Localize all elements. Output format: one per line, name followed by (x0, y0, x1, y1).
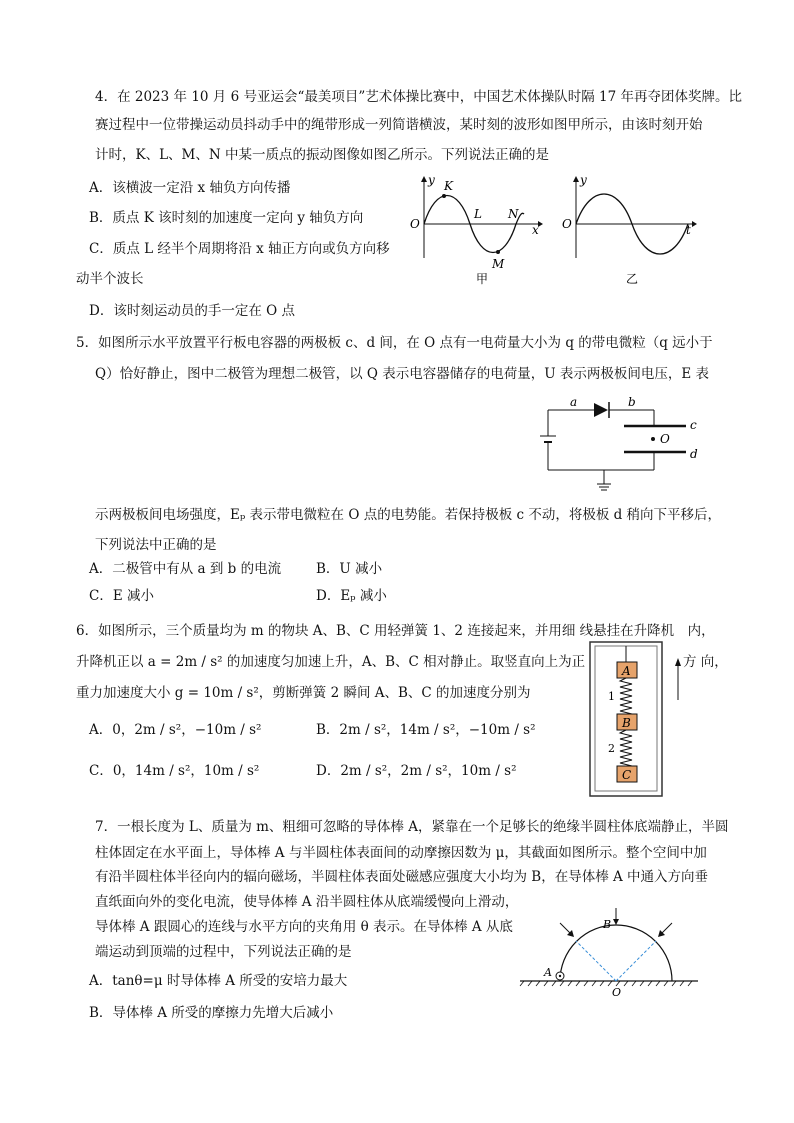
fig5-c-label: c (690, 418, 697, 432)
q5-line3: 示两极板间电场强度，Eₚ 表示带电微粒在 O 点的电势能。若保持极板 c 不动，将极板 d 稍向下平移后， (95, 507, 722, 523)
fig-b-t-label: t (686, 223, 691, 237)
fig-a-x-label: x (532, 223, 539, 237)
q7-option-a: A．tanθ=μ 时导体棒 A 所受的安培力最大 (89, 973, 348, 989)
q7-line5: 导体棒 A 跟圆心的连线与水平方向的夹角用 θ 表示。在导体棒 A 从底 (95, 919, 513, 935)
q6-option-d: D．2m / s²，2m / s²，10m / s² (316, 763, 517, 779)
fig7-a-label: A (544, 966, 552, 979)
q5-line1: 5．如图所示水平放置平行板电容器的两极板 c、d 间，在 O 点有一电荷量大小为 q 的带电微粒（q 远小于 (76, 335, 713, 351)
q7-line4: 直纸面向外的变化电流，使导体棒 A 沿半圆柱体从底端缓慢向上滑动， (95, 894, 519, 910)
fig7-b-label: B (603, 918, 612, 931)
fig5-o-label: O (660, 432, 670, 446)
fig7-o-label: O (612, 986, 622, 999)
q4-line3: 计时，K、L、M、N 中某一质点的振动图像如图乙所示。下列说法正确的是 (95, 147, 549, 163)
fig5-d-label: d (690, 447, 698, 461)
q6-elevator-figure (588, 640, 688, 800)
q4-option-c-cont: 动半个波长 (76, 271, 144, 287)
q5-circuit-figure (536, 396, 716, 498)
q7-option-b: B．导体棒 A 所受的摩擦力先增大后减小 (89, 1005, 334, 1021)
fig6-block-b: B (622, 716, 631, 730)
fig6-spring-1: 1 (608, 690, 615, 703)
q4-line2: 赛过程中一位带操运动员抖动手中的绳带形成一列简谐横波，某时刻的波形如图甲所示，由该时刻开始 (95, 117, 703, 133)
fig-b-caption: 乙 (626, 272, 639, 286)
fig-b-origin-label: O (562, 217, 572, 231)
q5-option-d: D．Eₚ 减小 (316, 588, 387, 604)
fig-a-m-label: M (492, 257, 505, 271)
q7-line1: 7．一根长度为 L、质量为 m、粗细可忽略的导体棒 A，紧靠在一个足够长的绝缘半圆柱体底端静止，半圆 (95, 819, 729, 835)
fig-a-n-label: N (508, 207, 519, 221)
q6-line3: 重力加速度大小 g = 10m / s²，剪断弹簧 2 瞬间 A、B、C 的加速度分别为 (76, 685, 531, 701)
q7-line3: 有沿半圆柱体半径向内的辐向磁场，半圆柱体表面处磁感应强度大小均为 B，在导体棒 A 中通入方向垂 (95, 869, 709, 885)
fig-b-y-label: y (580, 173, 587, 187)
q5-option-a: A．二极管中有从 a 到 b 的电流 (89, 561, 282, 577)
q7-line2: 柱体固定在水平面上，导体棒 A 与半圆柱体表面间的动摩擦因数为 μ，其截面如图所示。整个空间中加 (95, 845, 707, 861)
q5-line4: 下列说法中正确的是 (95, 537, 217, 553)
fig-a-origin-label: O (410, 217, 420, 231)
q6-option-c: C．0，14m / s²，10m / s² (89, 763, 260, 779)
q4-vibration-figure-b (560, 172, 700, 292)
q6-line1: 6．如图所示，三个质量均为 m 的物块 A、B、C 用轻弹簧 1、2 连接起来，并用细 线悬挂在升降机 内， (76, 623, 715, 639)
fig5-a-label: a (570, 396, 578, 409)
q6-line2: 升降机正以 a = 2m / s² 的加速度匀加速上升，A、B、C 相对静止。取竖直向上为正 (76, 654, 586, 670)
q4-option-b: B．质点 K 该时刻的加速度一定向 y 轴负方向 (89, 210, 364, 226)
fig-a-caption: 甲 (476, 272, 489, 286)
fig-a-l-label: L (474, 207, 482, 221)
q4-option-a: A．该横波一定沿 x 轴负方向传播 (89, 180, 291, 196)
q7-line6: 端运动到顶端的过程中，下列说法正确的是 (95, 944, 352, 960)
q5-option-c: C．E 减小 (89, 588, 154, 604)
q4-line1: 4．在 2023 年 10 月 6 号亚运会“最美项目”艺术体操比赛中，中国艺术体操队时隔 17 年再夺团体奖牌。比 (95, 89, 743, 105)
q6-option-a: A．0，2m / s²，−10m / s² (89, 722, 262, 738)
q6-option-b: B．2m / s²，14m / s²，−10m / s² (316, 722, 536, 738)
fig6-block-c: C (622, 768, 632, 782)
fig6-block-a: A (622, 664, 631, 678)
q4-option-c: C．质点 L 经半个周期将沿 x 轴正方向或负方向移 (89, 241, 390, 257)
fig-a-y-label: y (428, 173, 435, 187)
q5-option-b: B．U 减小 (316, 561, 383, 577)
q4-wave-figure-a (404, 172, 544, 292)
q6-line2-tail: 方 向， (683, 654, 728, 670)
fig5-b-label: b (628, 396, 636, 409)
fig6-spring-2: 2 (608, 742, 615, 755)
q7-semicylinder-figure (516, 904, 706, 1004)
q4-option-d: D．该时刻运动员的手一定在 O 点 (89, 303, 295, 319)
fig-a-k-label: K (444, 179, 453, 193)
q5-line2: Q）恰好静止，图中二极管为理想二极管，以 Q 表示电容器储存的电荷量，U 表示两极板间电压，E 表 (95, 366, 710, 382)
